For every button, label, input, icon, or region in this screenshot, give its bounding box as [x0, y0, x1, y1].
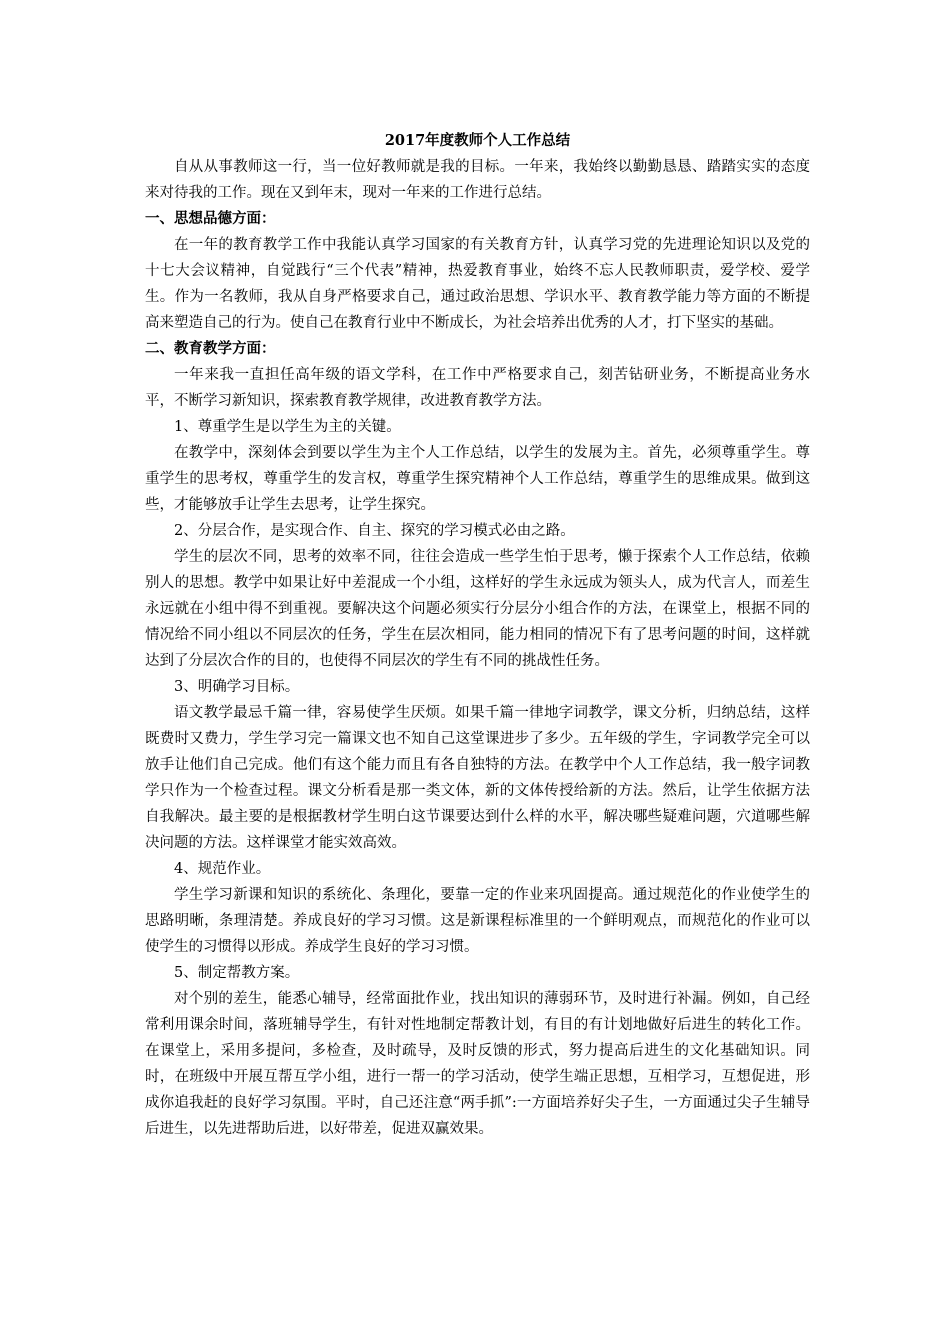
document-page	[145, 128, 810, 1142]
item2-paragraph: 学生的层次不同，思考的效率不同，往往会造成一些学生怕于思考，懒于探索个人工作总结，依赖别人的思想。教学中如果让好中差混成一个小组，这样好的学生永远成为领头人，成为代言人，而差生永远就在小组中得不到重视。要解决这个问题必须实行分层分小组合作的方法，在课堂上，根据不同的情况给不同小组以不同层次的任务，学生在层次相同，能力相同的情况下有了思考问题的时间，这样就达到了分层次合作的目的，也使得不同层次的学生有不同的挑战性任务。	[145, 549, 810, 669]
section1-paragraph: 在一年的教育教学工作中我能认真学习国家的有关教育方针，认真学习党的先进理论知识以及党的十七大会议精神，自觉践行“三个代表”精神，热爱教育事业，始终不忘人民教师职责，爱学校、爱学生。作为一名教师，我从自身严格要求自己，通过政治思想、学识水平、教育教学能力等方面的不断提高来塑造自己的行为。使自己在教育行业中不断成长，为社会培养出优秀的人才，打下坚实的基础。	[145, 237, 810, 331]
section1-heading: 一、思想品德方面：	[145, 210, 276, 227]
item5-paragraph: 对个别的差生，能悉心辅导，经常面批作业，找出知识的薄弱环节，及时进行补漏。例如，自己经常利用课余时间，落班辅导学生，有针对性地制定帮教计划，有目的有计划地做好后进生的转化工作。在课堂上，采用多提问，多检查，及时疏导，及时反馈的形式，努力提高后进生的文化基础知识。同时，在班级中开展互帮互学小组，进行一帮一的学习活动，使学生端正思想，互相学习，互想促进，形成你追我赶的良好学习氛围。平时，自己还注意“两手抓”:一方面培养好尖子生，一方面通过尖子生辅导后进生，以先进帮助后进，以好带差，促进双赢效果。	[145, 991, 810, 1137]
item5-heading: 5、制定帮教方案。	[174, 965, 300, 981]
item2-heading: 2、分层合作，是实现合作、自主、探究的学习模式必由之路。	[174, 523, 575, 539]
item1-paragraph: 在教学中，深刻体会到要以学生为主个人工作总结，以学生的发展为主。首先，必须尊重学生。尊重学生的思考权，尊重学生的发言权，尊重学生探究精神个人工作总结，尊重学生的思维成果。做到这些，才能够放手让学生去思考，让学生探究。	[145, 445, 810, 513]
item4-paragraph: 学生学习新课和知识的系统化、条理化，要靠一定的作业来巩固提高。通过规范化的作业使学生的思路明晰，条理清楚。养成良好的学习习惯。这是新课程标准里的一个鲜明观点，而规范化的作业可以使学生的习惯得以形成。养成学生良好的学习习惯。	[145, 887, 810, 955]
document-title: 2017年度教师个人工作总结	[384, 132, 571, 149]
item4-heading: 4、规范作业。	[174, 861, 271, 877]
item3-paragraph: 语文教学最忌千篇一律，容易使学生厌烦。如果千篇一律地字词教学，课文分析，归纳总结，这样既费时又费力，学生学习完一篇课文也不知自己这堂课进步了多少。五年级的学生，字词教学完全可以放手让他们自己完成。他们有这个能力而且有各自独特的方法。在教学中个人工作总结，我一般字词教学只作为一个检查过程。课文分析看是那一类文体，新的文体传授给新的方法。然后，让学生依据方法自我解决。最主要的是根据教材学生明白这节课要达到什么样的水平，解决哪些疑难问题，穴道哪些解决问题的方法。这样课堂才能实效高效。	[145, 705, 810, 851]
section2-intro-paragraph: 一年来我一直担任高年级的语文学科，在工作中严格要求自己，刻苦钻研业务，不断提高业务水平，不断学习新知识，探索教育教学规律，改进教育教学方法。	[145, 367, 810, 409]
intro-paragraph: 自从从事教师这一行，当一位好教师就是我的目标。一年来，我始终以勤勤恳恳、踏踏实实的态度来对待我的工作。现在又到年末，现对一年来的工作进行总结。	[145, 159, 810, 201]
section2-heading: 二、教育教学方面：	[145, 340, 276, 357]
item3-heading: 3、明确学习目标。	[174, 679, 300, 695]
item1-heading: 1、尊重学生是以学生为主的关键。	[174, 419, 401, 435]
